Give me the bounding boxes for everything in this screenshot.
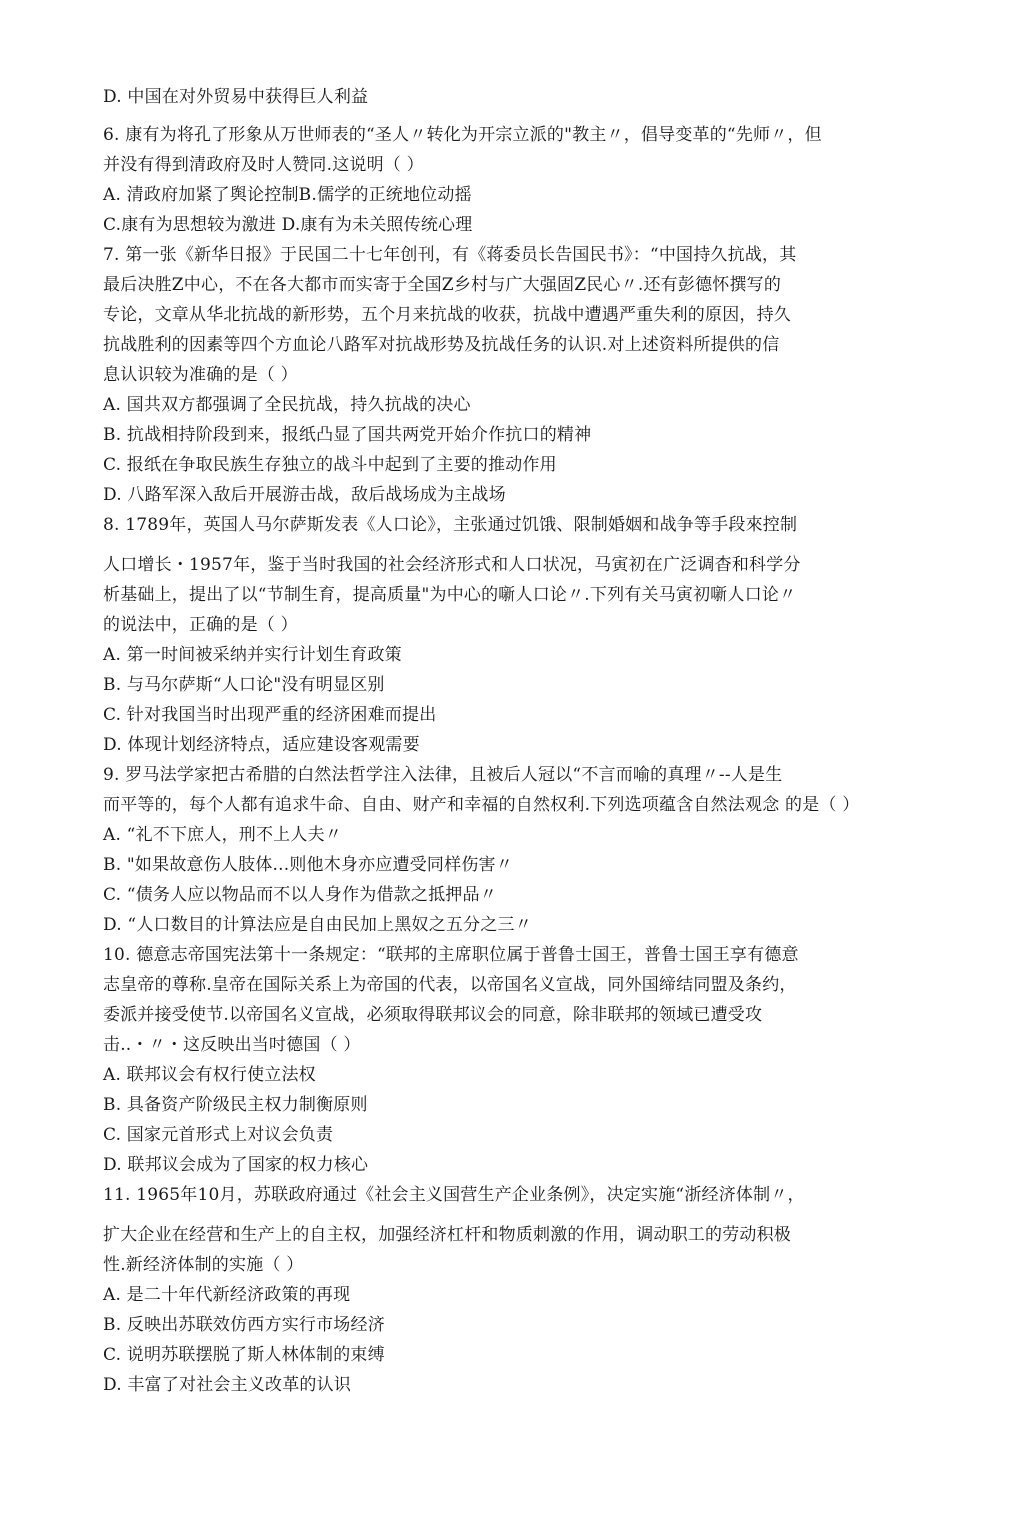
q8-option-b: B. 与马尔萨斯“人口论"没有明显区别 [103,675,385,695]
q7-stem-line-3: 专论，文章从华北抗战的新形势，五个月来抗战的收获，抗战中遭遇严重失利的原因，持久 [103,305,791,325]
q7-stem-line-2: 最后决胜Z中心，不在各大都市而实寄于全国Z乡村与广大强固Z民心〃.还有彭德怀撰写的 [103,275,782,295]
q7-option-b: B. 抗战相持阶段到来，报纸凸显了国共两党开始介作抗口的精神 [103,425,592,445]
q11-option-c: C. 说明苏联摆脱了斯人林体制的束缚 [103,1345,385,1365]
q6-stem-line-1: 6. 康有为将孔了形象从万世师表的“圣人〃转化为开宗立派的"教主〃，倡导变革的“先师〃，但 [103,125,822,145]
q6-stem-line-2: 并没有得到清政府及时人赞同.这说明（ ） [103,155,424,175]
q7-option-a: A. 国共双方都强调了全民抗战，持久抗战的决心 [103,395,471,415]
q7-option-d: D. 八路军深入敌后开展游击战，敌后战场成为主战场 [103,485,506,505]
q8-stem-line-4: 的说法中，正确的是（ ） [103,615,298,635]
q11-stem-line-1: 11. 1965年10月，苏联政府通过《社会主义国营生产企业条例》，决定实施“浙经济体制〃， [103,1185,805,1205]
q8-option-d: D. 体现计划经济特点，适应建设客观需要 [103,735,420,755]
q10-stem-line-3: 委派并接受使节.以帝国名义宣战，必须取得联邦议会的同意，除非联邦的领域已遭受攻 [103,1005,763,1025]
q8-stem-line-1: 8. 1789年，英国人马尔萨斯发表《人口论》，主张通过饥饿、限制婚姻和战争等手段來控制 [103,515,798,535]
q9-option-d: D. “人口数目的计算法应是自由民加上黑奴之五分之三〃 [103,915,532,935]
q10-option-a: A. 联邦议会有权行使立法权 [103,1065,316,1085]
q7-stem-line-5: 息认识较为准确的是（ ） [103,365,298,385]
q8-option-a: A. 第一时间被采纳并实行计划生育政策 [103,645,402,665]
q11-option-b: B. 反映出苏联效仿西方实行市场经济 [103,1315,385,1335]
q9-stem-line-1: 9. 罗马法学家把古希腊的白然法哲学注入法律，且被后人冠以“不言而喻的真理〃--人是生 [103,765,783,785]
q7-stem-line-4: 抗战胜利的因素等四个方血论八路军对抗战形势及抗战任务的认识.对上述资料所提供的信 [103,335,780,355]
q9-option-a: A. “礼不下庶人，刑不上人夫〃 [103,825,342,845]
q10-option-c: C. 国家元首形式上对议会负责 [103,1125,334,1145]
q6-options-cd: C.康有为思想较为激进 D.康有为未关照传统心理 [103,215,473,235]
q10-stem-line-1: 10. 德意志帝国宪法第十一条规定：“联邦的主席职位属于普鲁士国王，普鲁士国王享有德意 [103,945,799,965]
q7-stem-line-1: 7. 第一张《新华日报》于民国二十七年创刊，有《蒋委员长告国民书》：“中国持久抗战，其 [103,245,797,265]
q11-stem-line-2: 扩大企业在经营和生产上的自主权，加强经济杠杆和物质刺激的作用，调动职工的劳动积极 [103,1225,791,1245]
q9-option-b: B. "如果故意伤人肢体...则他木身亦应遭受同样伤害〃 [103,855,513,875]
q10-option-d: D. 联邦议会成为了国家的权力核心 [103,1155,369,1175]
q7-option-c: C. 报纸在争取民族生存独立的战斗中起到了主要的推动作用 [103,455,557,475]
q9-option-c: C. “债务人应以物品而不以人身作为借款之抵押品〃 [103,885,497,905]
q8-stem-line-3: 析基础上，提出了以“节制生育，提高质量"为中心的噺人口论〃.下列有关马寅初噺人口论〃 [103,585,797,605]
q8-stem-line-2: 人口增长・1957年，鉴于当时我国的社会经济形式和人口状况，马寅初在广泛调杳和科学分 [103,555,801,575]
q11-stem-line-3: 性.新经济体制的实施（ ） [103,1255,304,1275]
q11-option-d: D. 丰富了对社会主义改革的认识 [103,1375,352,1395]
q10-stem-line-2: 志皇帝的尊称.皇帝在国际关系上为帝国的代表，以帝国名义宣战，同外国缔结同盟及条约， [103,975,797,995]
q10-stem-line-4: 击..・〃・这反映出当吋德国（ ） [103,1035,361,1055]
q10-option-b: B. 具备资产阶级民主权力制衡原则 [103,1095,368,1115]
q11-option-a: A. 是二十年代新经济政策的再现 [103,1285,351,1305]
q8-option-c: C. 针对我国当时出现严重的经济困难而提出 [103,705,437,725]
q5-option-d: D. 中国在对外贸易中获得巨人利益 [103,87,369,107]
q9-stem-line-2: 而平等的，每个人都有追求牛命、自由、财产和幸福的自然权利.下列选项蕴含自然法观念 的是（ ） [103,795,860,815]
q6-options-ab: A. 清政府加紧了舆论控制B.儒学的正统地位动摇 [103,185,472,205]
